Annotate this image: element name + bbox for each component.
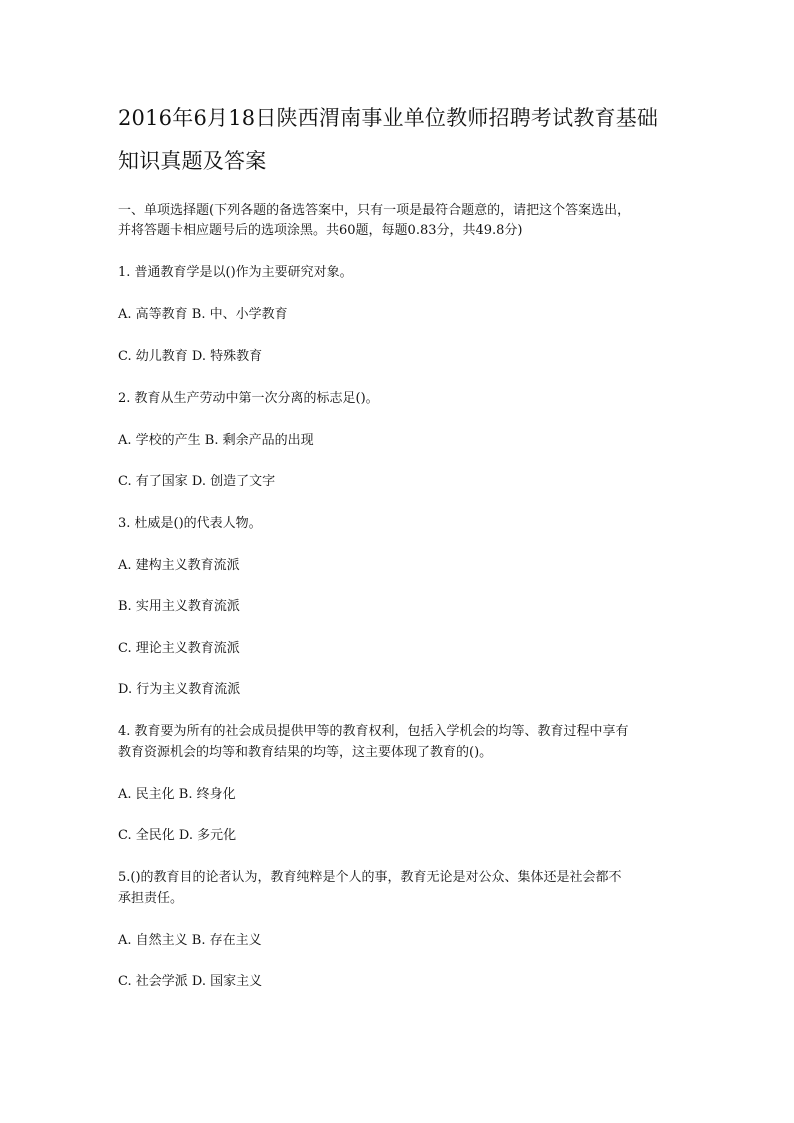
- question-5-option-line-2: C. 社会学派 D. 国家主义: [118, 974, 263, 989]
- question-5-option-line-1: A. 自然主义 B. 存在主义: [118, 933, 262, 948]
- question-1-option-line-2: C. 幼儿教育 D. 特殊教育: [118, 349, 263, 364]
- question-1-stem: 1. 普通教育学是以()作为主要研究对象。: [118, 265, 353, 280]
- question-4-option-line-1: A. 民主化 B. 终身化: [118, 787, 236, 802]
- question-3-option-c: C. 理论主义教育流派: [118, 641, 240, 656]
- question-5-stem-line-1: 5.()的教育目的论者认为，教育纯粹是个人的事，教育无论是对公众、集体还是社会都不: [118, 870, 622, 885]
- question-4-stem-line-1: 4. 教育要为所有的社会成员提供甲等的教育权利，包括入学机会的均等、教育过程中享有: [118, 724, 629, 739]
- question-5-stem-line-2: 承担责任。: [118, 891, 184, 906]
- question-3-option-b: B. 实用主义教育流派: [118, 599, 240, 614]
- document-title-line-1: 2016年6月18日陕西渭南事业单位教师招聘考试教育基础: [118, 106, 659, 130]
- question-4-option-line-2: C. 全民化 D. 多元化: [118, 828, 237, 843]
- question-3-stem: 3. 杜威是()的代表人物。: [118, 516, 262, 531]
- question-2-option-line-1: A. 学校的产生 B. 剩余产品的出现: [118, 433, 314, 448]
- question-1-option-line-1: A. 高等教育 B. 中、小学教育: [118, 307, 288, 322]
- question-3-option-a: A. 建构主义教育流派: [118, 558, 240, 573]
- question-2-stem: 2. 教育从生产劳动中第一次分离的标志足()。: [118, 391, 379, 406]
- question-2-option-line-2: C. 有了国家 D. 创造了文字: [118, 474, 276, 489]
- document-title-line-2: 知识真题及答案: [118, 149, 267, 173]
- question-3-option-d: D. 行为主义教育流派: [118, 682, 241, 697]
- section-instruction-line-2: 并将答题卡相应题号后的选项涂黑。共60题，每题0.83分，共49.8分): [118, 223, 523, 238]
- section-instruction-line-1: 一、单项选择题(下列各题的备选答案中，只有一项是最符合题意的，请把这个答案选出，: [118, 203, 631, 218]
- question-4-stem-line-2: 教育资源机会的均等和教育结果的均等，这主要体现了教育的()。: [118, 745, 493, 760]
